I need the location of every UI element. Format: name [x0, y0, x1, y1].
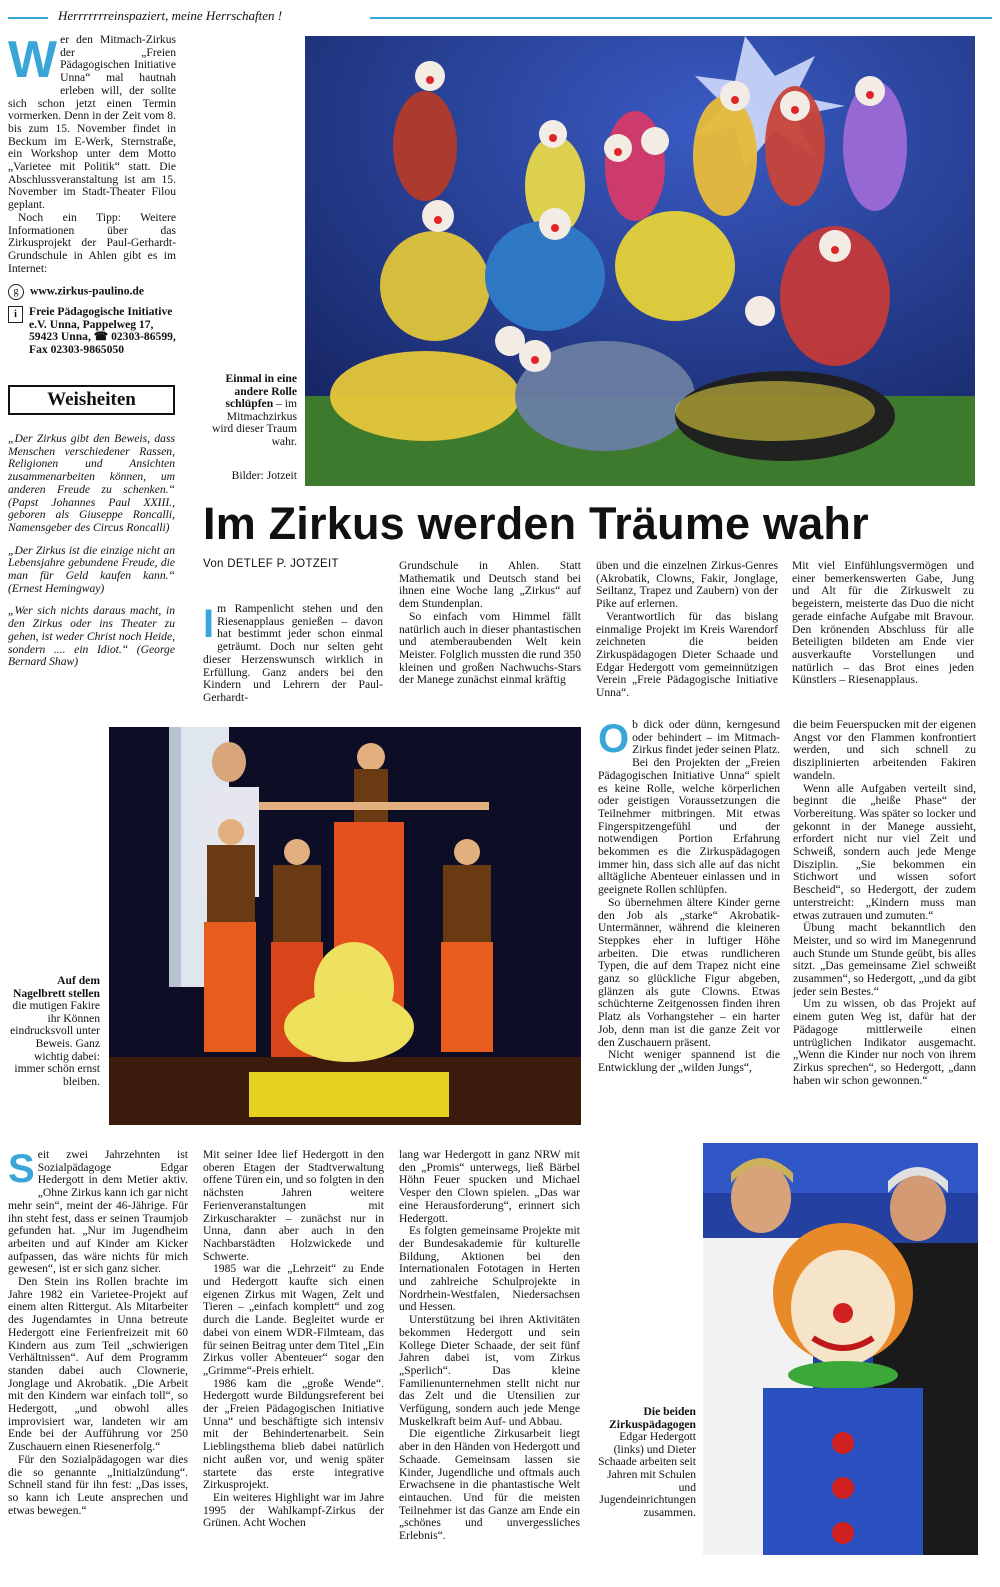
mid1-p1: b dick oder dünn, kerngesund oder behindert – im Mitmach-Zirkus findet jeder seinen Platz. Bei den Projekten der „Freien Pädagogischen Initiative Unna“ spielt es keine Rolle, welche körperlichen oder geistigen Voraussetzungen die Teilnehmer mitbringen. Mit etwas Fingerspitzengefühl und der notwendigen Portion Erfahrung bekommen es die Zirkuspädagogen immer hin, dass sich alle auf das nicht alltägliche Abenteuer einlassen und in geeignete Rollen schlüpfen.	[598, 718, 780, 897]
bot3-p2: Es folgten gemeinsame Projekte mit der Bundesakademie für kulturelle Bildung, Aktionen bei den Internationalen Fototagen in Herten und zahlreiche Schulprojekte in Nordrhein-Westfalen, Niedersachsen und Hessen.	[399, 1224, 580, 1314]
headline: Im Zirkus werden Träume wahr	[203, 498, 869, 549]
col2-p2: So einfach vom Himmel fällt natürlich auch in dieser phantastischen und atemberaubenden Welt kein Meister. Folglich mussten die rund 350 kleinen und großen Nachwuchs-Stars der Manege zunächst einmal kräftig	[399, 609, 581, 687]
photo2-caption-bold: Auf dem Nagelbrett stellen	[12, 974, 100, 1000]
article-col4	[792, 560, 974, 687]
intro-paragraph: er den Mitmach-Zirkus der „Freien Pädagogischen Initiative Unna“ mal hautnah erleben will, der sollte sich schon jetzt einen Termin vormerken. Denn in der Zeit vom 8. bis zum 15. November findet in Beckum im E-Werk, Sternstraße, ein Workshop unter dem Motto „Varietee mit Politik“ statt. Die Abschlussveranstaltung ist am 15. November im Stadt-Theater Filou geplant.	[8, 33, 176, 212]
photo-credit: Bilder: Jotzeit	[231, 469, 297, 482]
bot2-p2: 1985 war die „Lehrzeit“ zu Ende und Hedergott kaufte sich einen eigenen Zirkus mit Wagen, Zelt und Tieren – „einfach komplett“ und zog durch die Lande. Begleitet wurde er dabei von einem WDR-Filmteam, das für seinen Beitrag unter dem Titel „Ein Zirkus voller Abenteuer“ sogar den „Grimme“-Preis erhielt.	[203, 1262, 384, 1377]
clown-children-photo	[305, 36, 975, 486]
bot2-p4: Ein weiteres Highlight war im Jahre 1995 der Wahlkampf-Zirkus der Grünen. Acht Wochen	[203, 1490, 384, 1530]
col2-p1: Grundschule in Ahlen. Statt Mathematik und Deutsch stand bei ihnen eine Woche lang „Zirkus“ auf dem Stundenplan.	[399, 559, 581, 611]
article-bot1	[8, 1149, 188, 1517]
photo2-caption-text: die mutigen Fakire ihr Können eindrucksvoll unter Beweis. Ganz wichtig dabei: immer schön ernst bleiben.	[10, 999, 100, 1088]
bot3-p3: Unterstützung bei ihren Aktivitäten bekommen Hedergott und sein Kollege Dieter Schaade, der seit fünf Jahren dabei ist, vom Zirkus „Sperlich“. Das kleine Familienunternehmen stellt nicht nur das Zelt und die Utensilien zur Verfügung, sondern auch jede Menge Muskelkraft beim Auf- und Abbau.	[399, 1313, 580, 1428]
photo1-caption	[205, 373, 297, 449]
bot1-p3: Für den Sozialpädagogen war dies die so genannte „Initialzündung“. Schnell stand für ihn fest: „Das isses, so kann ich Leute ansprechen und etwas bewegen.“	[8, 1452, 188, 1517]
kicker-rule-right	[370, 17, 992, 19]
photo3-caption	[596, 1406, 696, 1519]
col3-p1: üben und die einzelnen Zirkus-Genres (Akrobatik, Clowns, Fakir, Jonglage, Seiltanz, Trapez und Zaubern) von der Pike auf erlernen.	[596, 559, 778, 611]
mid1-dropcap: O	[598, 717, 630, 761]
bot2-p3: 1986 kam die „große Wende“. Hedergott wurde Bildungsreferent bei der „Freien Pädagogischen Initiative Unna“ und beschäftigte sich intensiv mit der Behindertenarbeit. Sein Lieblingsthema blieb dabei natürlich nicht außen vor, und wenig später startete das erste integrative Zirkusprojekt.	[203, 1376, 384, 1492]
photo3-caption-text: Edgar Hedergott (links) und Dieter Schaade arbeiten seit Jahren mit Schulen und Jugendeinrichtungen zusammen.	[598, 1430, 696, 1519]
bot2-p1: Mit seiner Idee lief Hedergott in den oberen Etagen der Stadtverwaltung offene Türen ein, und so folgten in den nächsten Jahren weitere Ferienveranstaltungen mit Zirkuscharakter – zunächst nur in Unna, dann aber auch in den Nachbarstädten Holzwickede und Schwerte.	[203, 1148, 384, 1263]
photo2-caption	[8, 975, 100, 1088]
mid2-p1: die beim Feuerspucken mit der eigenen Angst vor den Flammen konfrontiert werden, und sich schnell zu disziplinierten arbeitenden Fakiren wandeln.	[793, 718, 976, 782]
mid2-p3: Übung macht bekanntlich den Meister, und so wird im Manegenrund auch Stunde um Stunde geübt, bis alles sitzt. „Das gemeinsame Ziel schweißt zusammen“, so Hedergott, „und da gibt jeder sein Bestes.“	[793, 921, 976, 998]
bot1-dropcap: S	[8, 1147, 35, 1191]
intro-tip: Noch ein Tipp: Weitere Informationen über das Zirkusprojekt der Paul-Gerhardt-Grundschule in Ahlen gibt es im Internet:	[8, 210, 176, 275]
quote-item: „Der Zirkus ist die einzige nicht an Lebensjahre gebundene Freude, die man für Geld kaufen kann.“ (Ernest Hemingway)	[8, 543, 175, 595]
bot1-p2: Den Stein ins Rollen brachte im Jahre 1982 ein Varietee-Projekt auf einem alten Rittergut. Als Mitarbeiter des Jugendamtes in Unna betreute Hedergott eine Ferienfreizeit mit 60 Kindern aus zum Teil „schwierigen Verhältnissen“. Auf dem Programm standen dabei auch Clownerie, Jonglage und Akrobatik. „Die Arbeit mit den Kindern war einfach toll“, so Hedergott, „und obwohl alles improvisiert war, landeten wir am Ende bei der Aufführung vor 250 Zuschauern einen Riesenerfolg.“	[8, 1275, 188, 1454]
col1-text: m Rampenlicht stehen und den Riesenapplaus genießen – davon hat bestimmt jeder schon einmal geträumt. Doch nur selten geht dieser Herzenswunsch wirklich in Erfüllung. Ganz anders bei den Kindern und Lehrern der Paul-Gerhardt-	[203, 602, 383, 704]
fakir-stage-photo	[109, 727, 581, 1125]
bot3-p4: Die eigentliche Zirkusarbeit liegt aber in den Händen von Hedergott und Schaade. Gemeinsam lassen sie Kinder, Jugendliche und oftmals auch Erwachsene in die phantastische Welt eintauchen. Und für die meisten Teilnehmer ist das Ganze am Ende ein „schönes und unvergessliches Erlebnis“.	[399, 1427, 580, 1543]
article-mid2	[793, 719, 976, 1087]
col4-p1: Mit viel Einfühlungsvermögen und einer bemerkenswerten Gabe, Jung und Alt für die Zirkuswelt zu begeistern, meisterte das Duo die nicht gerade einfache Aufgabe mit Bravour. Den krönenden Abschluss für alle Beteiligten bildeten am Ende vier ausverkaufte Vorstellungen und natürlich – das Brot eines jeden Künstlers – Riesenapplaus.	[792, 559, 974, 687]
article-mid1	[598, 719, 780, 1075]
mid2-p2: Wenn alle Aufgaben verteilt sind, beginnt die „heiße Phase“ der Vorbereitung. Was später so locker und gekonnt in der Manege aussieht, erfordert nicht nur viel Zeit und Schweiß, sondern auch jede Menge Disziplin. „Sie bekommen ein Stichwort und wissen sofort Bescheid“, so Hedergott, der zudem unterstreicht: „Kindern muss man etwas zutrauen und zumuten.“	[793, 781, 976, 922]
col3-p2: Verantwortlich für das bislang einmalige Projekt im Kreis Warendorf zeichneten die beiden Zirkuspädagogen Dieter Schaade und Edgar Hedergott vom gemeinnützigen Verein „Freie Pädagogische Initiative Unna“.	[596, 609, 778, 700]
globe-icon: g	[8, 284, 24, 300]
quote-item: „Der Zirkus gibt den Beweis, dass Menschen verschiedener Rassen, Religionen und Ansichten zusammenarbeiten können, um anderen Freude zu schenken.“ (Papst Johannes Paul XXIII., geboren als Giuseppe Roncalli, Namensgeber des Circus Roncalli)	[8, 432, 175, 534]
intro-address: Freie Pädagogische Initiative e.V. Unna, Pappelweg 17, 59423 Unna, ☎ 02303-86599, Fax 02303-9865050	[29, 305, 176, 357]
pedagogues-photo	[703, 1143, 978, 1555]
col1-dropcap: I	[203, 602, 215, 646]
article-bot2	[203, 1149, 384, 1530]
article-col1	[203, 603, 383, 705]
info-icon: i	[8, 306, 23, 323]
article-col2	[399, 560, 581, 687]
intro-links	[8, 284, 176, 357]
photo1-caption-bold: Einmal in eine andere Rolle schlüpfen	[225, 372, 297, 411]
weisheiten-title: Weisheiten	[8, 385, 175, 415]
bot1-p1: eit zwei Jahrzehnten ist Sozialpädagoge Edgar Hedergott in dem Metier aktiv. „Ohne Zirkus kann ich gar nicht mehr sein“, meint der 46-Jährige. Für ihn steht fest, dass er seinen Traumjob gefunden hat. „Nur im Jugendheim arbeiten und auf Kinder am Kicker aufpassen, das wäre nichts für mich gewesen“, ist er sich ganz sicher.	[8, 1148, 188, 1276]
intro-text	[8, 31, 176, 275]
kicker-text: Herrrrrrreinspaziert, meine Herrschaften !	[54, 8, 286, 24]
mid1-p2: So übernehmen ältere Kinder gerne den Job als „starke“ Akrobatik-Untermänner, während die kleineren Steppkes eher in luftiger Höhe arbeiten. Die etwas rundlicheren Typen, die auf dem Trapez nicht eine ganz so glückliche Figur abgeben, glänzen als gute Clowns. Etwas schüchterne Zeitgenossen finden ihren Platz als Vorhangsteher – ein harter Job, denn man ist die ganze Zeit vor den Zuschauern präsent.	[598, 895, 780, 1049]
bot3-p1: lang war Hedergott in ganz NRW mit den „Promis“ unterwegs, ließ Bärbel Höhn Feuer spucken und Michael Vesper den Clown spielen. „Das war eine Herausforderung“, erinnert sich Hedergott.	[399, 1148, 580, 1225]
intro-dropcap: W	[8, 31, 58, 89]
intro-website[interactable]: www.zirkus-paulino.de	[30, 284, 145, 298]
section-kicker	[8, 8, 992, 28]
article-bot3	[399, 1149, 580, 1543]
kicker-rule-left	[8, 17, 48, 19]
byline: Von DETLEF P. JOTZEIT	[203, 558, 339, 570]
photo1-caption-text: – im Mitmachzirkus wird dieser Traum wahr.	[211, 397, 297, 448]
article-col3	[596, 560, 778, 700]
mid2-p4: Um zu wissen, ob das Projekt auf einem guten Weg ist, dafür hat der Pädagoge mittlerweile einen untrüglichen Indikator ausgemacht. „Wenn die Kinder nur noch von ihrem Zirkus sprechen“, so Hedergott, „dann haben wir schon gewonnen.“	[793, 997, 976, 1087]
quote-item: „Wer sich nichts daraus macht, in den Zirkus oder ins Theater zu gehen, ist weder Christ noch Heide, sondern .... ein Idiot.“ (George Bernard Shaw)	[8, 604, 175, 669]
photo3-caption-bold: Die beiden Zirkuspädagogen	[609, 1405, 696, 1431]
weisheiten-quotes	[8, 433, 175, 679]
mid1-p3: Nicht weniger spannend ist die Entwicklung der „wilden Jungs“,	[598, 1048, 780, 1074]
